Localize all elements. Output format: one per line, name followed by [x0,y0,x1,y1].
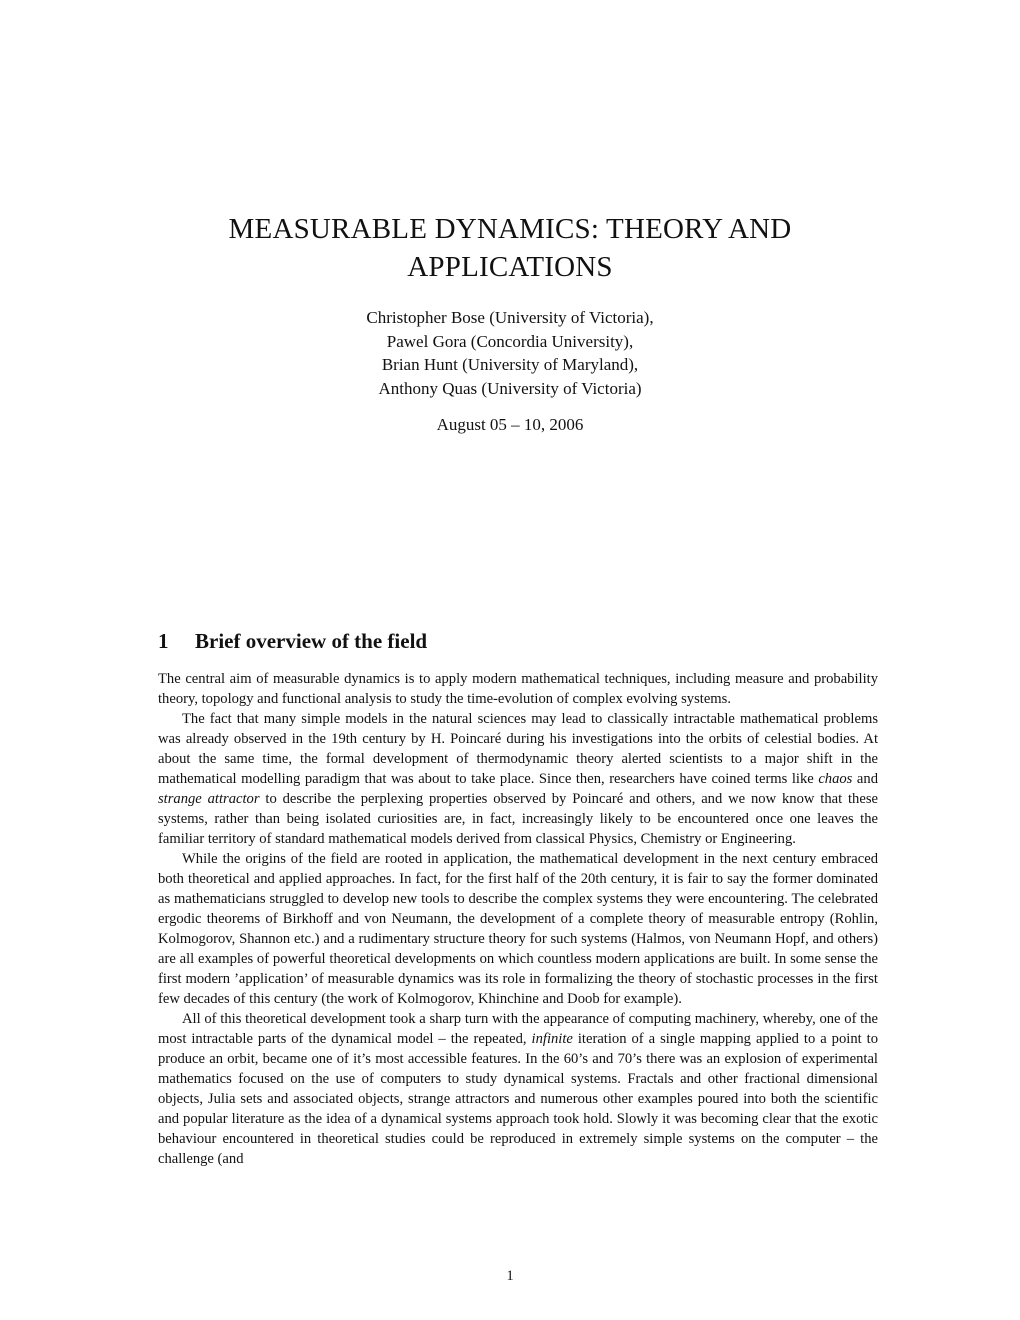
paragraph-1: The central aim of measurable dynamics is to apply modern mathematical techniques, including measure and probability theory, topology and functional analysis to study the time-evolution of complex evolving systems. [158,671,878,707]
paragraph-4-part-a: All of this theoretical development took a sharp turn with the appearance of computing machinery, whereby, one of the most intractable parts of the dynamical model – the repeated, [158,1011,878,1047]
term-infinite: infinite [531,1031,573,1047]
paragraph-3: While the origins of the field are rooted in application, the mathematical development in the next century embraced both theoretical and applied approaches. In fact, for the first half of the 20th century, it is fair to say the former dominated as mathematicians struggled to develop new tools to describe the complex systems they were encountering. The celebrated ergodic theorems of Birkhoff and von Neumann, the development of a complete theory of measurable entropy (Rohlin, Kolmogorov, Shannon etc.) and a rudimentary structure theory for such systems (Halmos, von Neumann Hopf, and others) are all examples of powerful theoretical developments on which countless modern applications are built. In some sense the first modern ’application’ of measurable dynamics was its role in formalizing the theory of stochastic processes in the first few decades of this century (the work of Kolmogorov, Khinchine and Doob for example). [158,851,878,1007]
author-3: Brian Hunt (University of Maryland), [381,355,639,374]
title-line-1: MEASURABLE DYNAMICS: THEORY AND [228,213,792,245]
paragraph-4 [158,1009,878,1169]
author-list [0,306,1020,400]
term-chaos: chaos [818,771,853,787]
paper-title [0,210,1020,286]
term-strange-attractor: strange attractor [158,791,260,807]
author-2: Pawel Gora (Concordia University), [386,331,634,351]
workshop-date: August 05 – 10, 2006 [436,415,584,434]
page-number: 1 [506,1268,514,1284]
paragraph-2-part-a: The fact that many simple models in the natural sciences may lead to classically intractable mathematical problems was already observed in the 19th century by H. Poincaré during his investigations into the orbits of celestial bodies. At about the same time, the formal development of thermodynamic theory alerted scientists to a major shift in the mathematical modelling paradigm that was about to take place. Since then, researchers have coined terms like [158,711,878,787]
paragraph-4-part-b: iteration of a single mapping applied to a point to produce an orbit, became one of it’s most accessible features. In the 60’s and 70’s there was an explosion of experimental mathematics focused on the use of computers to study dynamical systems. Fractals and other fractional dimensional objects, Julia sets and associated objects, strange attractors and numerous other examples poured into both the scientific and popular literature as the idea of a dynamical systems approach took hold. Slowly it was becoming clear that the exotic behaviour encountered in theoretical studies could be reproduced in extremely simple systems on the computer – the challenge (and [158,1031,878,1167]
author-1: Christopher Bose (University of Victoria), [366,308,654,327]
paragraph-2-part-c: to describe the perplexing properties observed by Poincaré and others, and we now know that these systems, rather than being isolated curiosities are, in fact, increasingly likely to be encountered once one leaves the familiar territory of standard mathematical models derived from classical Physics, Chemistry or Engineering. [158,791,878,847]
section-heading [158,627,427,655]
section-number: 1 [158,629,169,653]
author-4: Anthony Quas (University of Victoria) [378,378,642,398]
section-title: Brief overview of the field [195,629,428,653]
paragraph-2 [158,709,878,849]
title-line-2: APPLICATIONS [407,251,613,283]
paragraph-2-part-b: and [852,771,878,787]
section-body [158,669,878,1169]
